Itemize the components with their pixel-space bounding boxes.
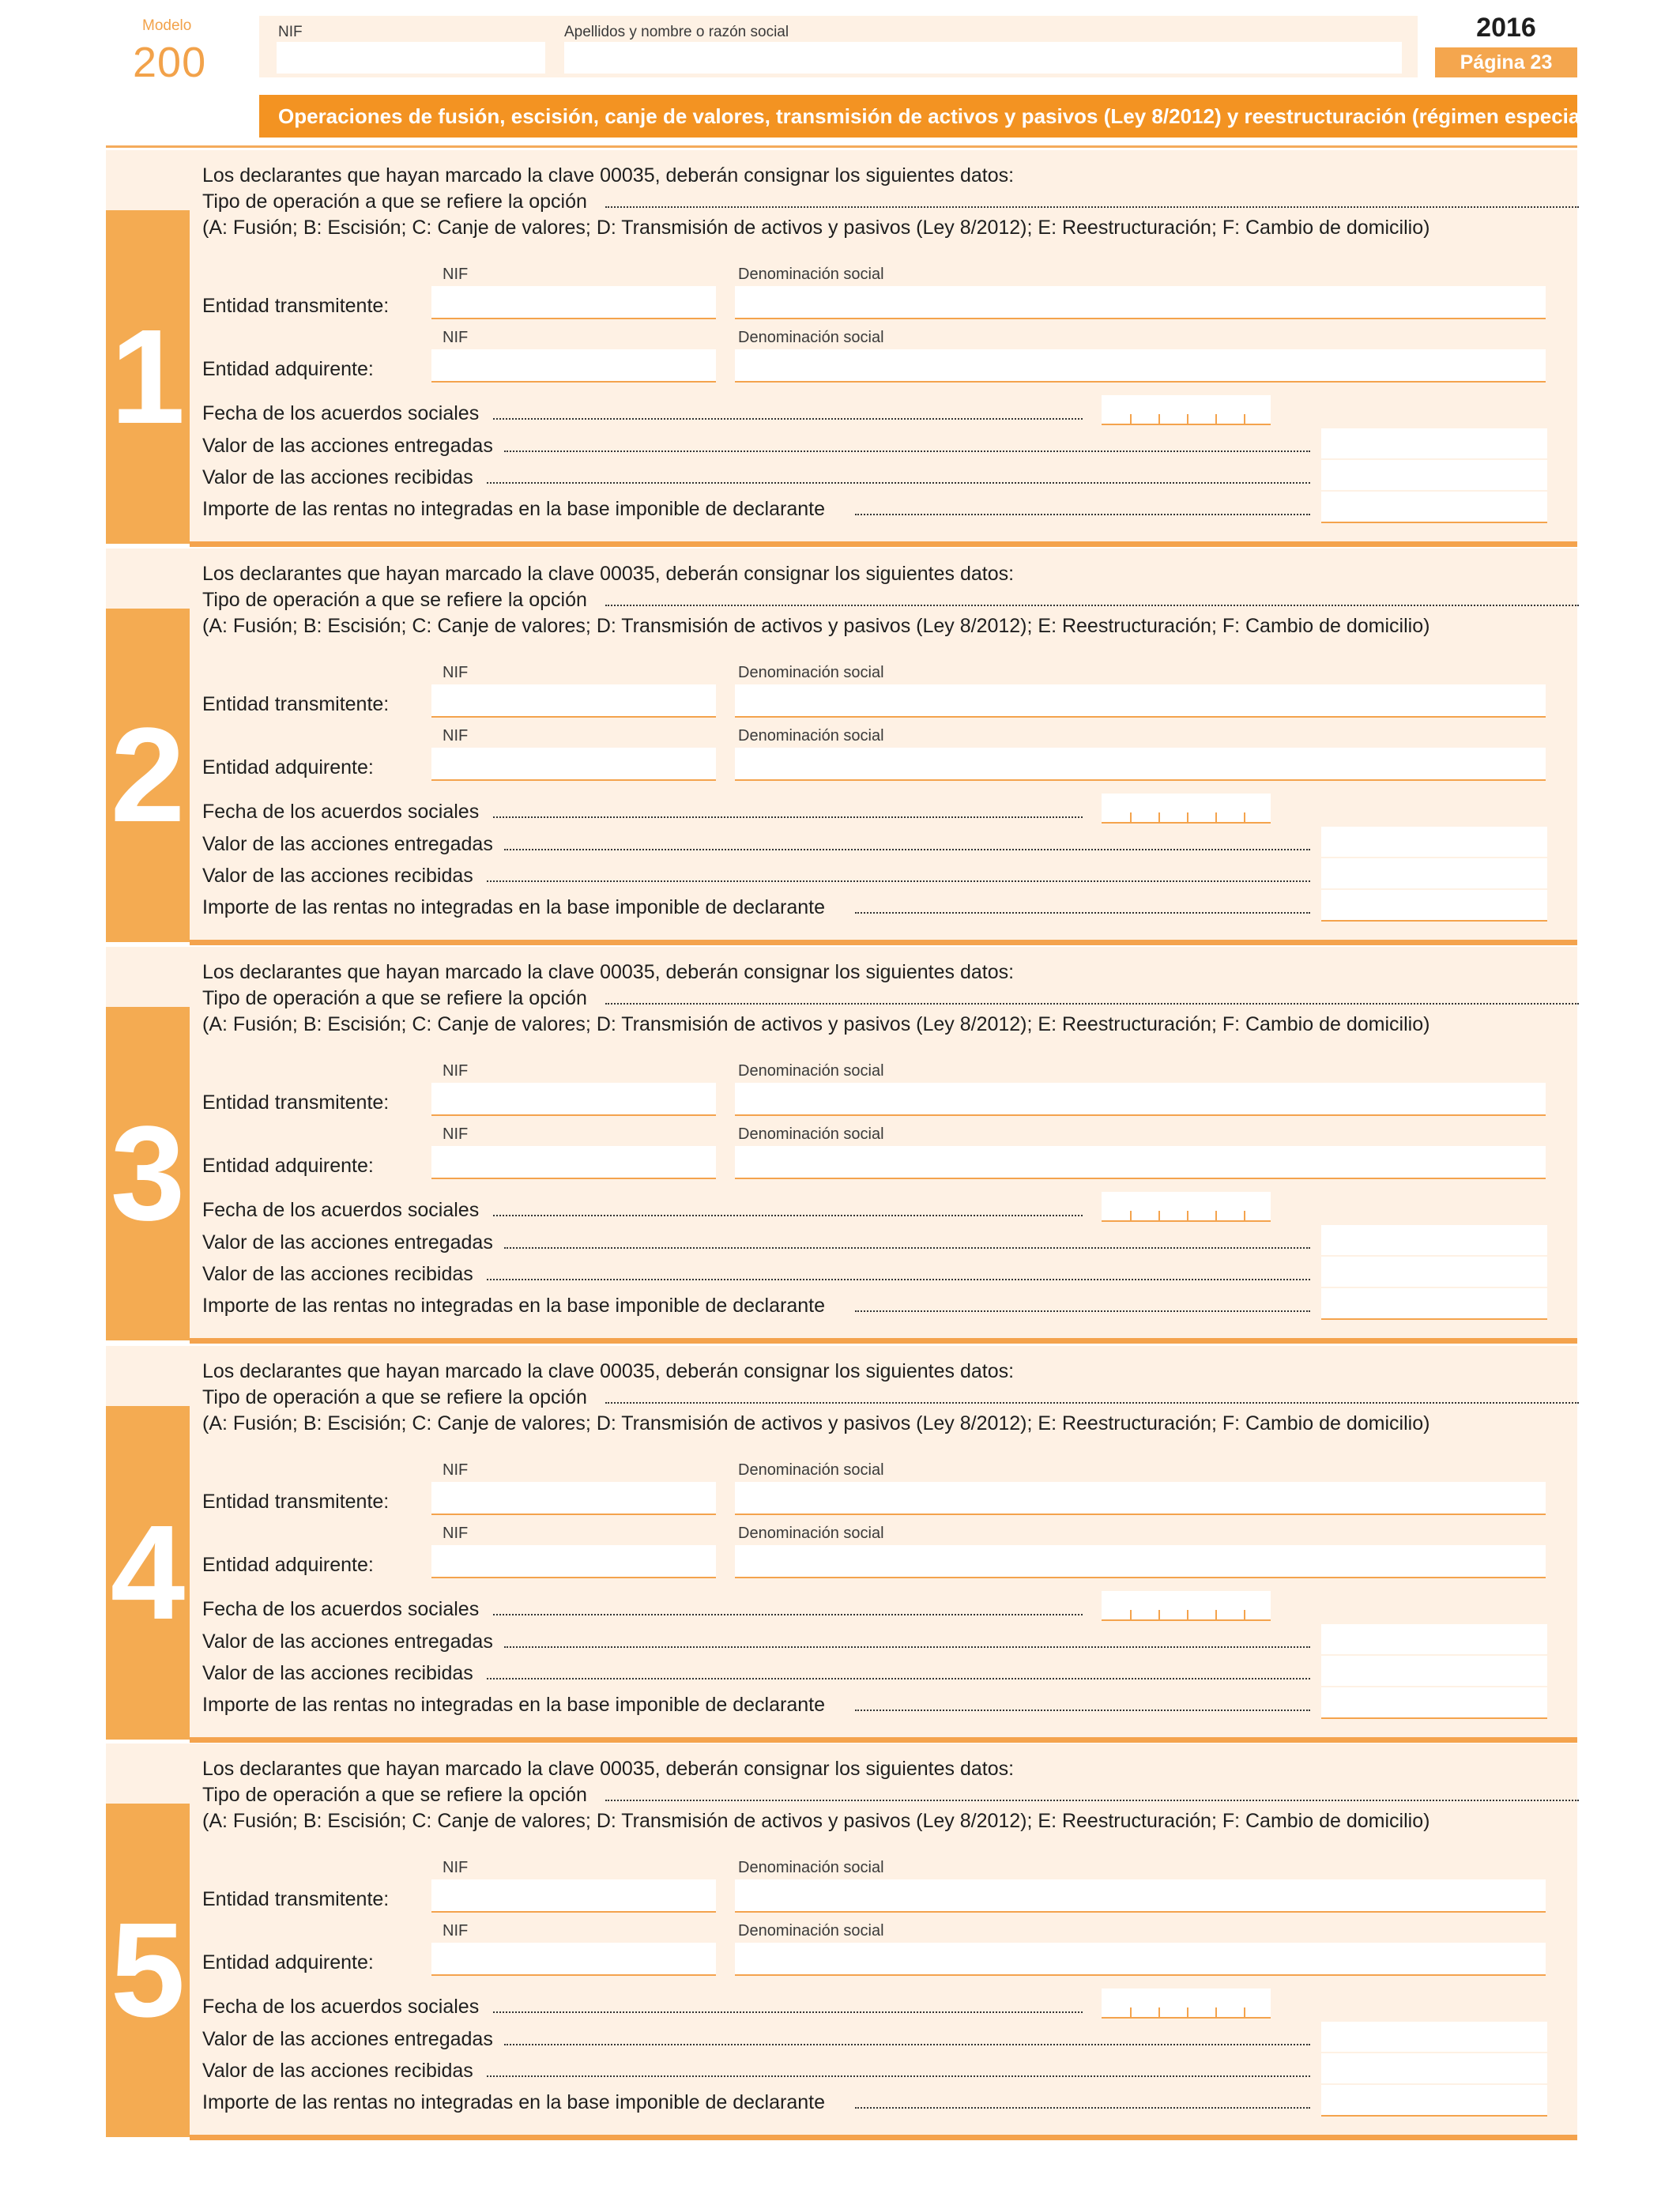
section-bottom-rule — [190, 1338, 1577, 1344]
fecha-field[interactable] — [1102, 395, 1271, 425]
adquirente-denominacion-field[interactable] — [735, 1943, 1546, 1976]
tipo-label: Tipo de operación a que se refiere la opción — [202, 190, 587, 213]
nif-label: NIF — [443, 1062, 469, 1080]
adquirente-label: Entidad adquirente: — [202, 1554, 374, 1576]
transmitente-nif-field[interactable] — [431, 286, 716, 319]
denominacion-label: Denominación social — [738, 266, 884, 283]
importe-label: Importe de las rentas no integradas en la base imponible de declarante — [202, 1694, 826, 1716]
importe-leader — [855, 2104, 1310, 2109]
section-number: 4 — [110, 1498, 186, 1648]
section-bottom-rule — [190, 940, 1577, 945]
page-title: Operaciones de fusión, escisión, canje de valores, transmisión de activos y pasivos (Ley 8/2012) y reestructuración (régimen especial). — [259, 95, 1577, 138]
section-panel — [190, 1744, 1577, 2137]
denominacion-label: Denominación social — [738, 1525, 884, 1542]
entregadas-label: Valor de las acciones entregadas — [202, 2028, 493, 2050]
transmitente-nif-field[interactable] — [431, 1083, 716, 1116]
importe-leader — [855, 1706, 1310, 1711]
intro-text: Los declarantes que hayan marcado la clave 00035, deberán consignar los siguientes datos: — [202, 164, 1015, 187]
importe-field[interactable] — [1321, 1288, 1547, 1320]
entregadas-leader — [504, 1244, 1310, 1249]
section-panel — [190, 1346, 1577, 1740]
options-text: (A: Fusión; B: Escisión; C: Canje de valores; D: Transmisión de activos y pasivos (Ley 8/2012); E: Reestructuración; F: Cambio de domicilio) — [202, 1810, 1430, 1832]
fecha-field[interactable] — [1102, 1591, 1271, 1621]
fecha-leader — [493, 2008, 1083, 2013]
nif-label: NIF — [443, 1461, 469, 1479]
entregadas-field[interactable] — [1321, 1624, 1547, 1654]
tipo-leader — [605, 1399, 1579, 1404]
section-panel — [190, 150, 1577, 544]
section-panel — [190, 947, 1577, 1340]
recibidas-field[interactable] — [1321, 2053, 1547, 2083]
adquirente-denominacion-field[interactable] — [735, 349, 1546, 383]
transmitente-label: Entidad transmitente: — [202, 1888, 390, 1910]
tipo-leader — [605, 203, 1579, 208]
recibidas-leader — [487, 877, 1310, 882]
entregadas-field[interactable] — [1321, 827, 1547, 857]
intro-text: Los declarantes que hayan marcado la clave 00035, deberán consignar los siguientes datos: — [202, 1360, 1015, 1382]
fecha-leader — [493, 1611, 1083, 1615]
entregadas-field[interactable] — [1321, 428, 1547, 458]
adquirente-nif-field[interactable] — [431, 1545, 716, 1578]
tipo-leader — [605, 1796, 1579, 1801]
denominacion-label: Denominación social — [738, 1922, 884, 1940]
entregadas-leader — [504, 2041, 1310, 2045]
nif-label: NIF — [443, 1125, 469, 1143]
fecha-label: Fecha de los acuerdos sociales — [202, 1996, 480, 2018]
importe-field[interactable] — [1321, 492, 1547, 523]
nif-label: NIF — [443, 1525, 469, 1542]
header-name-field[interactable] — [564, 42, 1402, 74]
transmitente-label: Entidad transmitente: — [202, 295, 390, 317]
importe-label: Importe de las rentas no integradas en la base imponible de declarante — [202, 2091, 826, 2113]
entregadas-leader — [504, 447, 1310, 452]
year: 2016 — [1476, 13, 1536, 43]
adquirente-label: Entidad adquirente: — [202, 1951, 374, 1973]
transmitente-nif-field[interactable] — [431, 1482, 716, 1515]
tipo-operacion-field[interactable] — [1591, 990, 1626, 1020]
transmitente-denominacion-field[interactable] — [735, 684, 1546, 718]
intro-text: Los declarantes que hayan marcado la clave 00035, deberán consignar los siguientes datos: — [202, 563, 1015, 585]
denominacion-label: Denominación social — [738, 1461, 884, 1479]
recibidas-leader — [487, 1675, 1310, 1679]
recibidas-field[interactable] — [1321, 1656, 1547, 1686]
recibidas-label: Valor de las acciones recibidas — [202, 1662, 473, 1684]
adquirente-nif-field[interactable] — [431, 748, 716, 781]
entregadas-field[interactable] — [1321, 2022, 1547, 2052]
adquirente-nif-field[interactable] — [431, 349, 716, 383]
recibidas-label: Valor de las acciones recibidas — [202, 865, 473, 887]
recibidas-field[interactable] — [1321, 858, 1547, 888]
tipo-label: Tipo de operación a que se refiere la opción — [202, 1784, 587, 1806]
section-bottom-rule — [190, 541, 1577, 547]
fecha-label: Fecha de los acuerdos sociales — [202, 1598, 480, 1620]
modelo-number: 200 — [133, 39, 207, 86]
adquirente-denominacion-field[interactable] — [735, 1545, 1546, 1578]
entregadas-label: Valor de las acciones entregadas — [202, 1231, 493, 1253]
transmitente-denominacion-field[interactable] — [735, 1482, 1546, 1515]
recibidas-field[interactable] — [1321, 1257, 1547, 1287]
tipo-operacion-field[interactable] — [1591, 1389, 1626, 1419]
intro-text: Los declarantes que hayan marcado la clave 00035, deberán consignar los siguientes datos: — [202, 1758, 1015, 1780]
tipo-operacion-field[interactable] — [1591, 592, 1626, 622]
tipo-operacion-field[interactable] — [1591, 194, 1626, 224]
importe-label: Importe de las rentas no integradas en la base imponible de declarante — [202, 1295, 826, 1317]
nif-label: NIF — [443, 1922, 469, 1940]
denominacion-label: Denominación social — [738, 329, 884, 346]
nif-label: NIF — [443, 266, 469, 283]
fecha-label: Fecha de los acuerdos sociales — [202, 1199, 480, 1221]
entregadas-field[interactable] — [1321, 1225, 1547, 1255]
importe-field[interactable] — [1321, 2085, 1547, 2117]
tipo-leader — [605, 601, 1579, 606]
operation-section — [106, 1744, 1577, 2137]
tipo-label: Tipo de operación a que se refiere la opción — [202, 1386, 587, 1408]
section-number: 5 — [110, 1895, 186, 2045]
adquirente-label: Entidad adquirente: — [202, 756, 374, 778]
nif-label: NIF — [443, 1859, 469, 1876]
transmitente-nif-field[interactable] — [431, 684, 716, 718]
entregadas-label: Valor de las acciones entregadas — [202, 833, 493, 855]
recibidas-leader — [487, 2072, 1310, 2077]
denominacion-label: Denominación social — [738, 1125, 884, 1143]
adquirente-label: Entidad adquirente: — [202, 1155, 374, 1177]
recibidas-label: Valor de las acciones recibidas — [202, 1263, 473, 1285]
section-bottom-rule — [190, 2135, 1577, 2140]
transmitente-label: Entidad transmitente: — [202, 693, 390, 715]
operation-section — [106, 548, 1577, 942]
options-text: (A: Fusión; B: Escisión; C: Canje de valores; D: Transmisión de activos y pasivos (Ley 8/2012); E: Reestructuración; F: Cambio de domicilio) — [202, 217, 1430, 239]
denominacion-label: Denominación social — [738, 664, 884, 681]
adquirente-nif-field[interactable] — [431, 1146, 716, 1179]
recibidas-leader — [487, 1276, 1310, 1280]
header-nif-label: NIF — [278, 24, 303, 40]
tipo-label: Tipo de operación a que se refiere la opción — [202, 987, 587, 1009]
importe-leader — [855, 909, 1310, 914]
transmitente-label: Entidad transmitente: — [202, 1491, 390, 1513]
denominacion-label: Denominación social — [738, 1062, 884, 1080]
section-number: 1 — [110, 302, 186, 452]
nif-label: NIF — [443, 329, 469, 346]
fecha-label: Fecha de los acuerdos sociales — [202, 402, 480, 424]
transmitente-label: Entidad transmitente: — [202, 1091, 390, 1114]
tipo-operacion-field[interactable] — [1591, 1787, 1626, 1817]
page-number: Página 23 — [1435, 47, 1577, 77]
nif-label: NIF — [443, 727, 469, 745]
fecha-leader — [493, 415, 1083, 420]
fecha-leader — [493, 813, 1083, 818]
tipo-leader — [605, 1000, 1579, 1005]
transmitente-nif-field[interactable] — [431, 1879, 716, 1913]
entregadas-label: Valor de las acciones entregadas — [202, 1630, 493, 1653]
modelo-label: Modelo — [142, 17, 192, 34]
entregadas-leader — [504, 846, 1310, 850]
entregadas-leader — [504, 1643, 1310, 1648]
entregadas-label: Valor de las acciones entregadas — [202, 435, 493, 457]
recibidas-label: Valor de las acciones recibidas — [202, 2060, 473, 2082]
importe-label: Importe de las rentas no integradas en la base imponible de declarante — [202, 498, 826, 520]
fecha-field[interactable] — [1102, 794, 1271, 824]
operation-section — [106, 150, 1577, 544]
options-text: (A: Fusión; B: Escisión; C: Canje de valores; D: Transmisión de activos y pasivos (Ley 8/2012); E: Reestructuración; F: Cambio de domicilio) — [202, 615, 1430, 637]
transmitente-denominacion-field[interactable] — [735, 1879, 1546, 1913]
transmitente-denominacion-field[interactable] — [735, 1083, 1546, 1116]
importe-leader — [855, 1307, 1310, 1312]
importe-field[interactable] — [1321, 1687, 1547, 1719]
header-box — [259, 16, 1418, 77]
adquirente-denominacion-field[interactable] — [735, 748, 1546, 781]
importe-label: Importe de las rentas no integradas en la base imponible de declarante — [202, 896, 826, 918]
header-name-label: Apellidos y nombre o razón social — [564, 24, 789, 40]
recibidas-field[interactable] — [1321, 460, 1547, 490]
operation-section — [106, 1346, 1577, 1740]
nif-label: NIF — [443, 664, 469, 681]
adquirente-nif-field[interactable] — [431, 1943, 716, 1976]
section-number: 2 — [110, 700, 186, 850]
fecha-leader — [493, 1212, 1083, 1216]
section-number: 3 — [110, 1099, 186, 1249]
denominacion-label: Denominación social — [738, 1859, 884, 1876]
options-text: (A: Fusión; B: Escisión; C: Canje de valores; D: Transmisión de activos y pasivos (Ley 8/2012); E: Reestructuración; F: Cambio de domicilio) — [202, 1013, 1430, 1035]
adquirente-label: Entidad adquirente: — [202, 358, 374, 380]
transmitente-denominacion-field[interactable] — [735, 286, 1546, 319]
operation-section — [106, 947, 1577, 1340]
adquirente-denominacion-field[interactable] — [735, 1146, 1546, 1179]
importe-field[interactable] — [1321, 890, 1547, 922]
tipo-label: Tipo de operación a que se refiere la opción — [202, 589, 587, 611]
denominacion-label: Denominación social — [738, 727, 884, 745]
header-nif-field[interactable] — [277, 42, 545, 74]
top-separator — [106, 145, 1577, 148]
fecha-label: Fecha de los acuerdos sociales — [202, 801, 480, 823]
options-text: (A: Fusión; B: Escisión; C: Canje de valores; D: Transmisión de activos y pasivos (Ley 8/2012); E: Reestructuración; F: Cambio de domicilio) — [202, 1412, 1430, 1434]
fecha-field[interactable] — [1102, 1989, 1271, 2019]
fecha-field[interactable] — [1102, 1192, 1271, 1222]
section-panel — [190, 548, 1577, 942]
importe-leader — [855, 511, 1310, 515]
recibidas-label: Valor de las acciones recibidas — [202, 466, 473, 488]
intro-text: Los declarantes que hayan marcado la clave 00035, deberán consignar los siguientes datos: — [202, 961, 1015, 983]
section-bottom-rule — [190, 1737, 1577, 1743]
recibidas-leader — [487, 479, 1310, 484]
